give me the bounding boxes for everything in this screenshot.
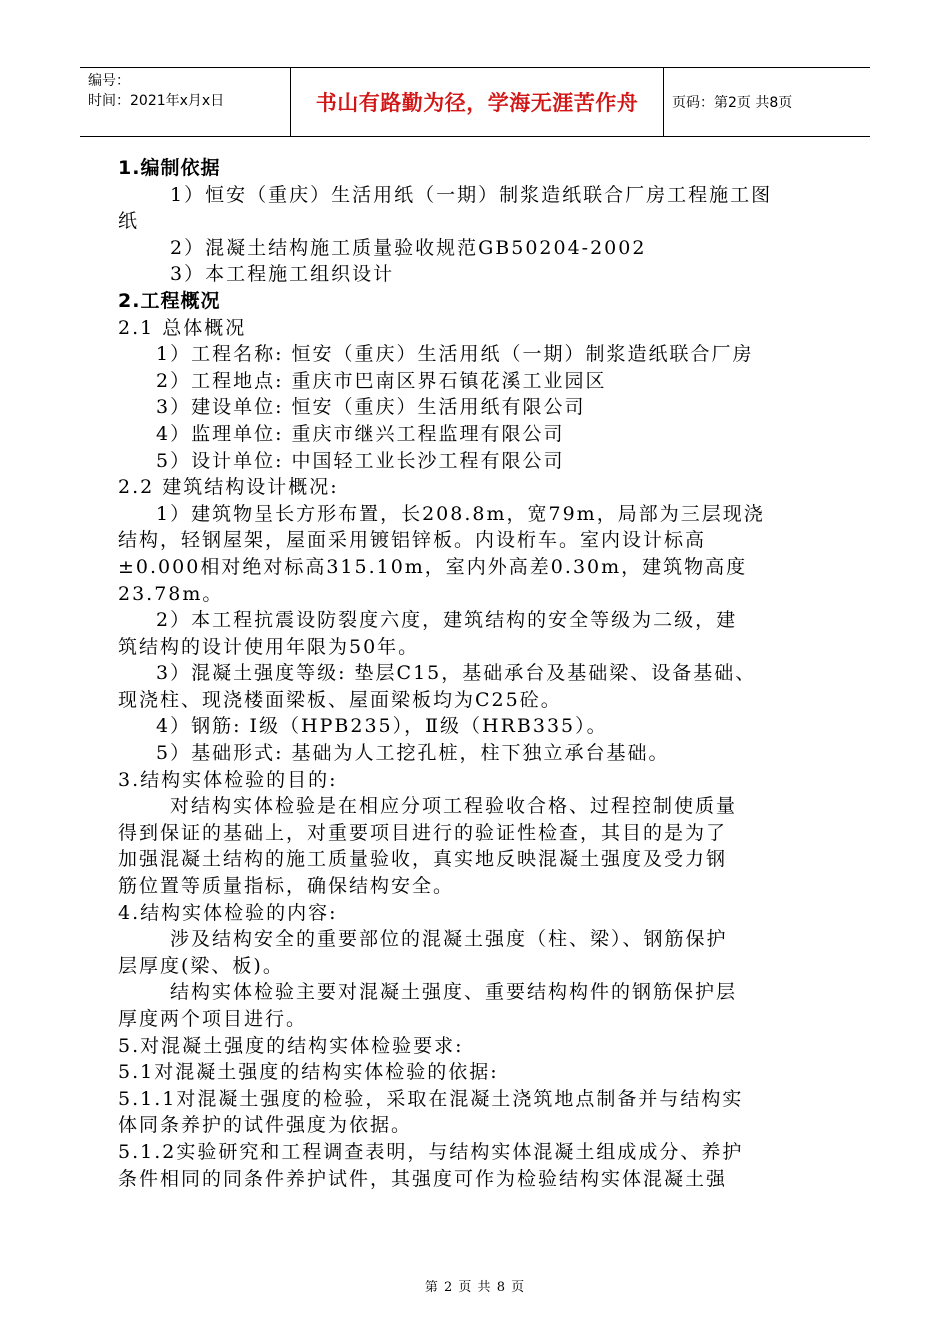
section-heading: 2.工程概况 [118,289,221,312]
text-line: 23.78m。 [118,582,224,605]
text-line: 5）设计单位: 中国轻工业长沙工程有限公司 [156,449,565,472]
text-line: 3）混凝土强度等级: 垫层C15，基础承台及基础梁、设备基础、 [156,662,757,685]
text-line: 4）监理单位: 重庆市继兴工程监理有限公司 [156,422,565,445]
page-header [80,67,870,137]
text-line: 3.结构实体检验的目的: [118,768,338,791]
text-line: 加强混凝土结构的施工质量验收，真实地反映混凝土强度及受力钢 [118,848,728,871]
text-line: 条件相同的同条件养护试件，其强度可作为检验结构实体混凝土强 [118,1167,728,1190]
text-line: 对结构实体检验是在相应分项工程验收合格、过程控制使质量 [170,795,738,818]
text-line: 3）本工程施工组织设计 [170,263,395,286]
text-line: 结构，轻钢屋架，屋面采用镀铝锌板。内设桁车。室内设计标高 [118,529,707,552]
text-line: 5.1.1对混凝土强度的检验，采取在混凝土浇筑地点制备并与结构实 [118,1087,744,1110]
text-line: ±0.000相对绝对标高315.10m，室内外高差0.30m，建筑物高度 [118,555,748,578]
text-line: 4.结构实体检验的内容: [118,901,338,924]
text-line: 结构实体检验主要对混凝土强度、重要结构构件的钢筋保护层 [170,981,738,1004]
text-line: 2）混凝土结构施工质量验收规范GB50204-2002 [170,236,647,259]
text-line: 体同条养护的试件强度为依据。 [118,1114,413,1137]
text-line: 1）工程名称: 恒安（重庆）生活用纸（一期）制浆造纸联合厂房 [156,343,754,366]
header-meta [80,68,290,136]
text-line: 3）建设单位: 恒安（重庆）生活用纸有限公司 [156,396,586,419]
text-line: 2）工程地点: 重庆市巴南区界石镇花溪工业园区 [156,369,607,392]
text-line: 纸 [118,210,140,233]
text-line: 2.1 总体概况 [118,316,247,339]
text-line: 2.2 建筑结构设计概况: [118,476,339,499]
text-line: 筋位置等质量指标，确保结构安全。 [118,875,455,898]
text-line: 1）建筑物呈长方形布置，长208.8m，宽79m，局部为三层现浇 [156,502,765,525]
text-line: 5.1.2实验研究和工程调查表明，与结构实体混凝土组成成分、养护 [118,1140,744,1163]
section-heading: 1.编制依据 [118,157,221,179]
text-line: 5）基础形式: 基础为人工挖孔桩，柱下独立承台基础。 [156,742,670,765]
text-line: 层厚度(梁、板)。 [118,954,284,977]
text-line: 现浇柱、现浇楼面梁板、屋面梁板均为C25砼。 [118,688,562,711]
text-line: 4）钢筋: Ⅰ级（HPB235），Ⅱ级（HRB335）。 [156,715,608,738]
text-line: 涉及结构安全的重要部位的混凝土强度（柱、梁）、钢筋保护 [170,928,728,951]
document-body [118,155,836,1192]
text-line: 2）本工程抗震设防裂度六度，建筑结构的安全等级为二级，建 [156,609,738,632]
text-line: 5.对混凝土强度的结构实体检验要求: [118,1034,464,1057]
text-line: 5.1对混凝土强度的结构实体检验的依据: [118,1061,499,1084]
document-number-label: 编号： [88,73,130,89]
document-time-label: 时间：2021年x月x日 [88,93,225,109]
text-line: 1）恒安（重庆）生活用纸（一期）制浆造纸联合厂房工程施工图 [170,183,773,206]
header-page-info: 页码：第2页 共8页 [672,95,793,111]
text-line: 筑结构的设计使用年限为50年。 [118,635,420,658]
text-line: 厚度两个项目进行。 [118,1008,308,1030]
text-line: 得到保证的基础上，对重要项目进行的验证性检查，其目的是为了 [118,821,728,844]
header-motto: 书山有路勤为径，学海无涯苦作舟 [290,68,664,136]
page-footer: 第 2 页 共 8 页 [424,1280,526,1295]
